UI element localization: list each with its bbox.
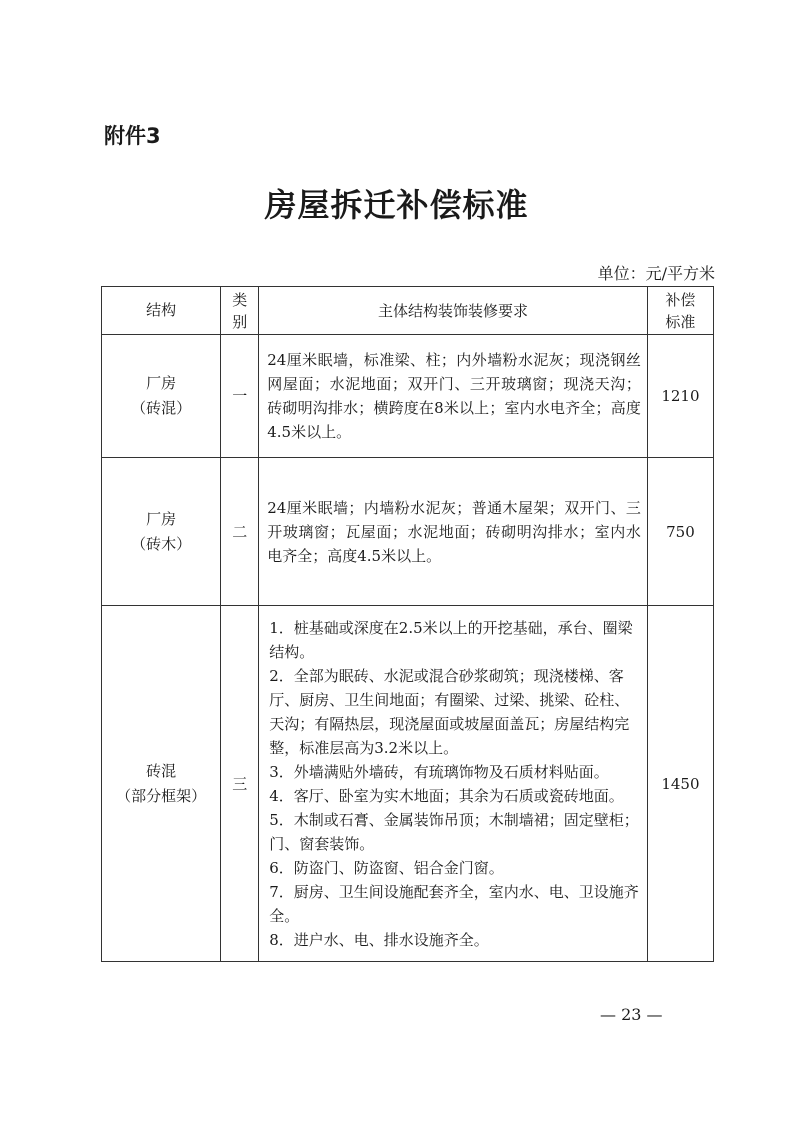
table-row xyxy=(102,458,714,606)
table-header-row xyxy=(102,287,714,335)
compensation-table xyxy=(101,286,714,962)
unit-label: 单位：元/平方米 xyxy=(597,264,715,283)
header-requirements: 主体结构装饰装修要求 xyxy=(259,287,648,335)
document-title: 房屋拆迁补偿标准 xyxy=(264,186,529,224)
requirement-item: 4．客厅、卧室为实木地面；其余为石质或瓷砖地面。 xyxy=(269,786,624,805)
cell-structure xyxy=(102,458,221,606)
cell-structure xyxy=(102,606,221,962)
requirement-item: 8．进户水、电、排水设施齐全。 xyxy=(269,930,489,949)
header-category-line: 别 xyxy=(232,312,248,331)
table-row xyxy=(102,606,714,962)
structure-line: （砖混） xyxy=(131,399,192,417)
cell-standard: 1450 xyxy=(647,606,713,962)
requirement-item: 6．防盗门、防盗窗、铝合金门窗。 xyxy=(269,858,504,877)
requirement-item: 3．外墙满贴外墙砖，有琉璃饰物及石质材料贴面。 xyxy=(269,762,609,781)
requirements-text: 24厘米眠墙，标准梁、柱；内外墙粉水泥灰；现浇钢丝网屋面；水泥地面；双开门、三开玻璃窗；现浇天沟；砖砌明沟排水；横跨度在8米以上；室内水电齐全；高度4.5米以上。 xyxy=(267,351,641,441)
cell-requirements xyxy=(259,335,648,458)
header-category xyxy=(221,287,259,335)
page-number: — 23 — xyxy=(600,1005,663,1024)
table-row xyxy=(102,335,714,458)
structure-line: （部分框架） xyxy=(116,786,207,805)
requirement-item: 5．木制或石膏、金属装饰吊顶；木制墙裙；固定壁柜；门、窗套装饰。 xyxy=(269,810,639,853)
header-structure: 结构 xyxy=(102,287,221,335)
header-standard xyxy=(647,287,713,335)
header-standard-line: 补偿 xyxy=(665,290,696,309)
structure-line: （砖木） xyxy=(131,534,192,553)
cell-category: 一 xyxy=(221,335,259,458)
requirement-item: 1．桩基础或深度在2.5米以上的开挖基础，承台、圈梁结构。 xyxy=(269,618,633,661)
requirement-item: 7．厨房、卫生间设施配套齐全，室内水、电、卫设施齐全。 xyxy=(269,882,639,925)
header-standard-line: 标准 xyxy=(665,312,696,331)
cell-category: 三 xyxy=(221,606,259,962)
structure-line: 厂房 xyxy=(146,509,177,528)
structure-line: 厂房 xyxy=(146,374,177,392)
cell-standard: 750 xyxy=(647,458,713,606)
cell-category: 二 xyxy=(221,458,259,606)
attachment-label: 附件3 xyxy=(104,124,161,148)
structure-line: 砖混 xyxy=(146,761,177,780)
cell-structure xyxy=(102,335,221,458)
header-category-line: 类 xyxy=(232,290,248,309)
requirements-text: 24厘米眠墙；内墙粉水泥灰；普通木屋架；双开门、三开玻璃窗；瓦屋面；水泥地面；砖砌明沟排水；室内水电齐全；高度4.5米以上。 xyxy=(267,498,641,565)
cell-requirements xyxy=(259,458,648,606)
requirements-list xyxy=(259,616,647,952)
cell-requirements xyxy=(259,606,648,962)
requirement-item: 2．全部为眠砖、水泥或混合砂浆砌筑；现浇楼梯、客厅、厨房、卫生间地面；有圈梁、过梁、挑梁、砼柱、天沟；有隔热层，现浇屋面或坡屋面盖瓦；房屋结构完整，标准层高为3.2米以上。 xyxy=(269,666,630,757)
cell-standard: 1210 xyxy=(647,335,713,458)
